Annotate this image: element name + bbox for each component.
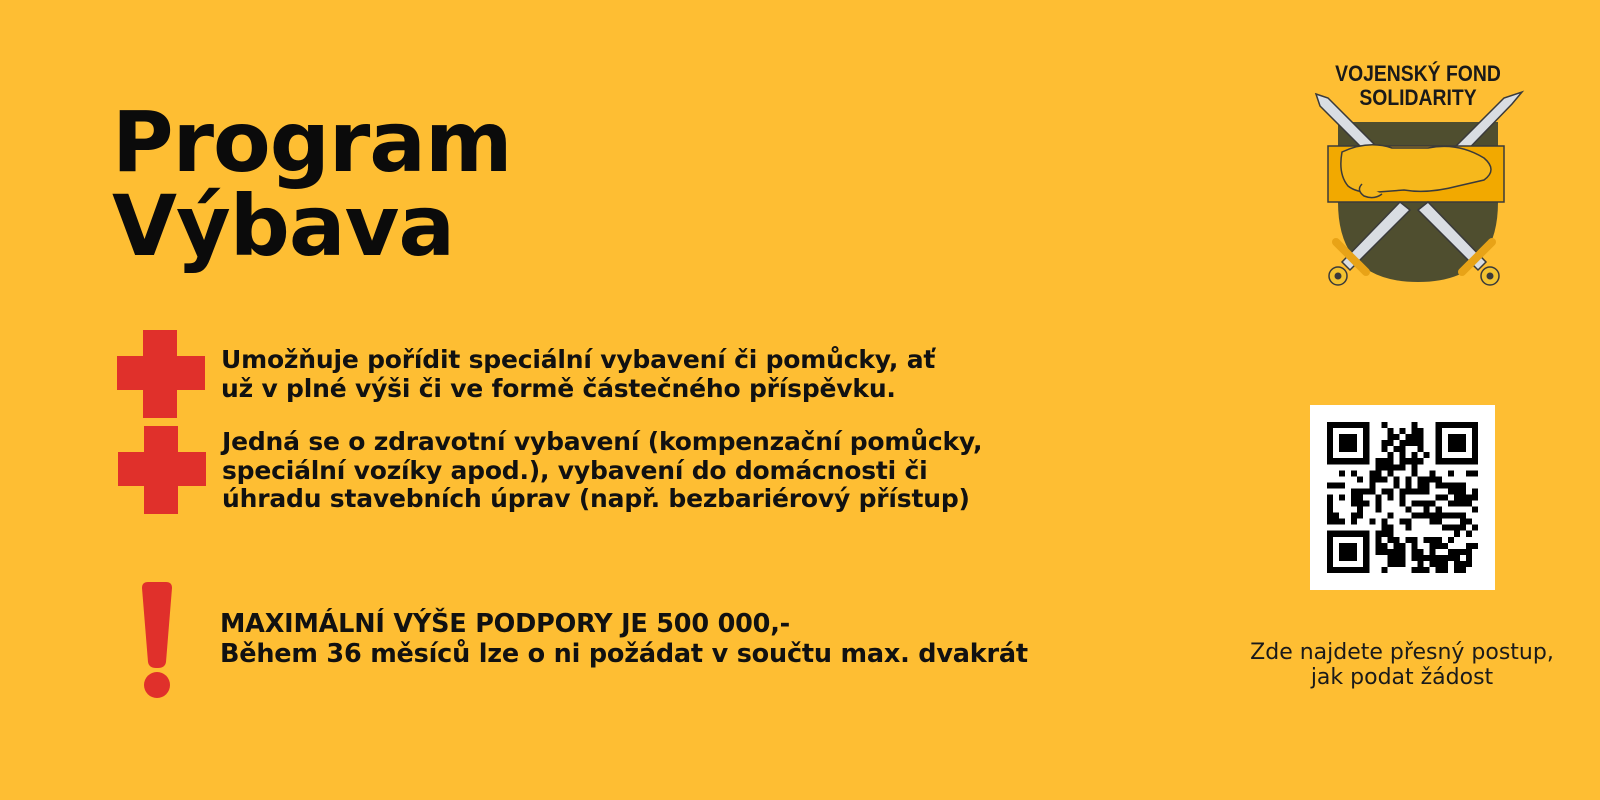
bullet-1-line-1: Umožňuje pořídit speciální vybavení či pomůcky, ať (221, 345, 936, 374)
qr-code-icon (1327, 422, 1478, 573)
bullet-text-2 (222, 428, 982, 514)
qr-caption-line-1: Zde najdete přesný postup, (1250, 640, 1554, 665)
bullet-2-line-3: úhradu stavebních úprav (např. bezbariérový přístup) (222, 484, 970, 513)
exclamation-icon (138, 582, 176, 704)
bullet-2-line-2: speciální vozíky apod.), vybavení do domácnosti či (222, 455, 928, 485)
bullet-text-1 (221, 346, 935, 403)
qr-code[interactable] (1310, 405, 1495, 590)
logo-line-2: SOLIDARITY (1359, 85, 1477, 110)
fund-logo (1308, 62, 1528, 292)
logo-title (1321, 62, 1515, 110)
notice-line-1: MAXIMÁLNÍ VÝŠE PODPORY JE 500 000,- (220, 609, 791, 639)
qr-caption (1224, 640, 1580, 690)
plus-cross-icon (118, 426, 206, 514)
qr-caption-line-2: jak podat žádost (1310, 665, 1494, 690)
notice-text (220, 609, 1028, 669)
bullet-1-line-2: už v plné výši či ve formě částečného příspěvku. (221, 373, 896, 403)
logo-line-1: VOJENSKÝ FOND (1335, 61, 1501, 86)
bullet-2-line-1: Jedná se o zdravotní vybavení (kompenzační pomůcky, (222, 427, 983, 456)
title-line-2: Výbava (112, 177, 455, 275)
plus-cross-icon (117, 330, 205, 418)
page-title (112, 93, 512, 275)
title-line-1: Program (112, 93, 512, 191)
notice-line-2: Během 36 měsíců lze o ni požádat v součtu max. dvakrát (220, 639, 1028, 669)
